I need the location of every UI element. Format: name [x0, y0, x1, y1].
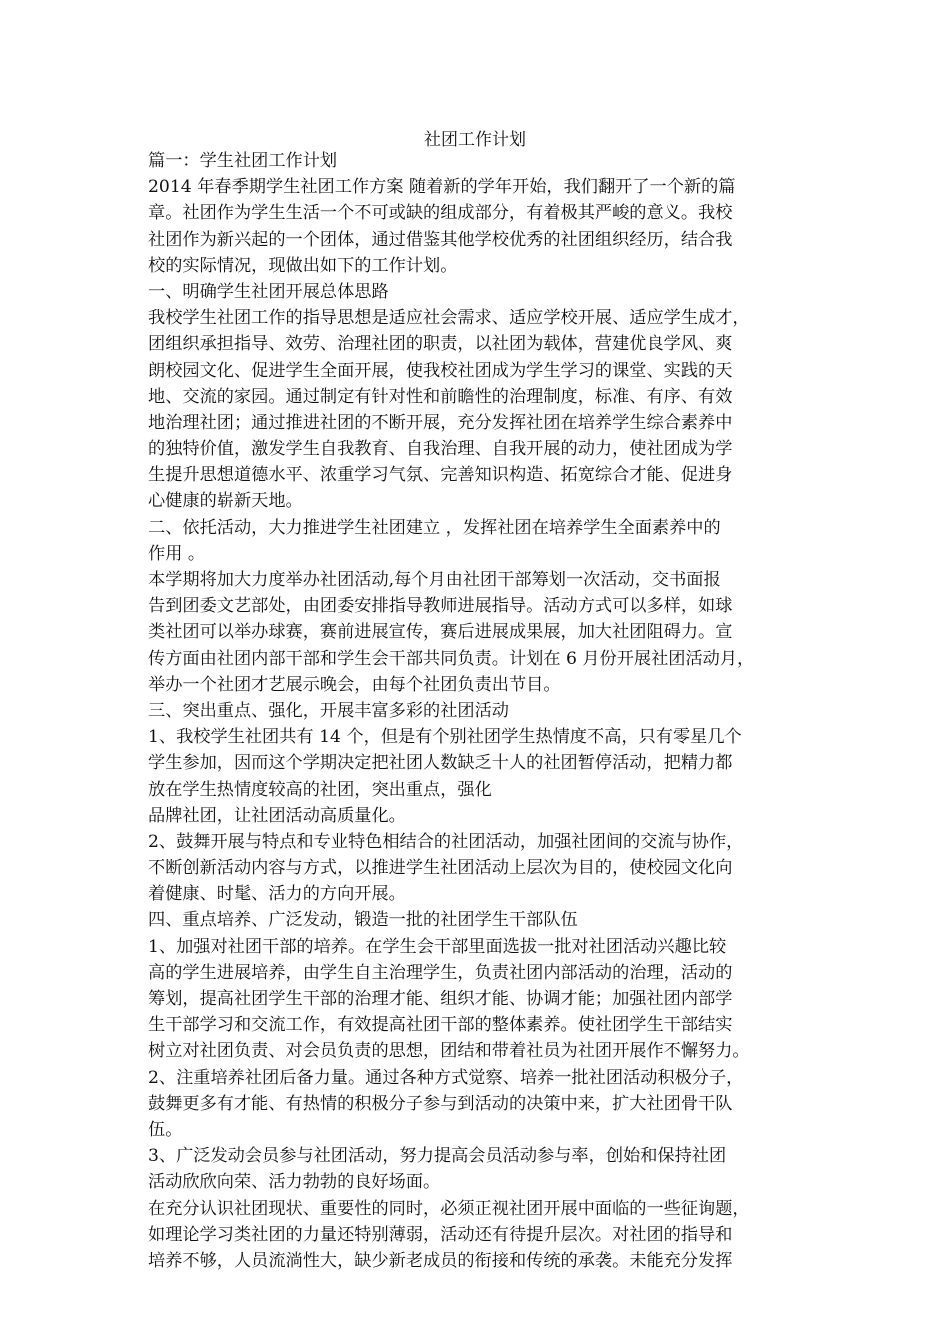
text-line: 生干部学习和交流工作，有效提高社团干部的整体素养。使社团学生干部结实	[148, 1015, 733, 1036]
text-line: 一、明确学生社团开展总体思路	[148, 281, 389, 302]
text-line: 伍。	[148, 1119, 183, 1140]
text-line: 2014 年春季期学生社团工作方案 随着新的学年开始，我们翻开了一个新的篇	[148, 177, 736, 198]
text-line: 社团作为新兴起的一个团体，通过借鉴其他学校优秀的社团组织经历，结合我	[148, 229, 733, 250]
text-line: 篇一：学生社团工作计划	[148, 151, 338, 171]
text-line: 生提升思想道德水平、浓重学习气氛、完善知识构造、拓宽综合才能、促进身	[148, 465, 733, 486]
text-line: 地治理社团；通过推进社团的不断开展，充分发挥社团在培养学生综合素养中	[148, 412, 733, 433]
text-line: 3、广泛发动会员参与社团活动，努力提高会员活动参与率，创始和保持社团	[148, 1146, 727, 1167]
text-line: 在充分认识社团现状、重要性的同时，必须正视社团开展中面临的一些征询题，	[148, 1198, 750, 1219]
text-line: 本学期将加大力度举办社团活动,每个月由社团干部筹划一次活动，交书面报	[148, 570, 721, 590]
text-line: 活动欣欣向荣、活力勃勃的良好场面。	[148, 1172, 441, 1193]
text-line: 校的实际情况，现做出如下的工作计划。	[148, 255, 458, 276]
text-line: 高的学生进展培养，由学生自主治理学生，负责社团内部活动的治理，活动的	[148, 962, 733, 983]
text-line: 培养不够，人员流淌性大，缺少新老成员的衔接和传统的承袭。未能充分发挥	[148, 1250, 733, 1271]
text-line: 放在学生热情度较高的社团，突出重点，强化	[148, 779, 492, 800]
text-line: 举办一个社团才艺展示晚会，由每个社团负责出节目。	[148, 674, 561, 695]
text-line: 作用 。	[148, 543, 206, 564]
text-line: 品牌社团，让社团活动高质量化。	[148, 805, 406, 826]
text-line: 的独特价值，激发学生自我教育、自我治理、自我开展的动力，使社团成为学	[148, 439, 733, 460]
text-line: 不断创新活动内容与方式，以推进学生社团活动上层次为目的，使校园文化向	[148, 858, 733, 879]
text-line: 筹划，提高社团学生干部的治理才能、组织才能、协调才能；加强社团内部学	[148, 989, 733, 1009]
text-line: 朗校园文化、促进学生全面开展，使我校社团成为学生学习的课堂、实践的天	[148, 360, 733, 381]
text-line: 三、突出重点、强化，开展丰富多彩的社团活动	[148, 700, 509, 721]
text-line: 1、我校学生社团共有 14 个，但是有个别社团学生热情度不高，只有零星几个	[148, 727, 742, 748]
text-line: 二、依托活动，大力推进学生社团建立 ，发挥社团在培养学生全面素养中的	[148, 517, 721, 538]
text-line: 我校学生社团工作的指导思想是适应社会需求、适应学校开展、适应学生成才，	[148, 308, 750, 329]
document-title: 社团工作计划	[424, 130, 526, 150]
text-line: 鼓舞更多有才能、有热情的积极分子参与到活动的决策中来，扩大社团骨干队	[148, 1093, 733, 1114]
text-line: 树立对社团负责、对会员负责的思想，团结和带着社员为社团开展作不懈努力。	[148, 1041, 750, 1062]
text-line: 1、加强对社团干部的培养。在学生会干部里面选拔一批对社团活动兴趣比较	[148, 936, 727, 957]
document-body	[148, 148, 754, 1274]
text-line: 地、交流的家园。通过制定有针对性和前瞻性的治理制度，标准、有序、有效	[148, 386, 733, 407]
text-line: 类社团可以举办球赛，赛前进展宣传，赛后进展成果展，加大社团阻碍力。宣	[148, 622, 733, 643]
text-line: 2、注重培养社团后备力量。通过各种方式觉察、培养一批社团活动积极分子，	[148, 1067, 744, 1088]
text-line: 告到团委文艺部处，由团委安排指导教师进展指导。活动方式可以多样，如球	[148, 596, 733, 617]
text-line: 2、鼓舞开展与特点和专业特色相结合的社团活动，加强社团间的交流与协作，	[148, 831, 744, 852]
text-line: 团组织承担指导、效劳、治理社团的职责，以社团为载体，营建优良学风、爽	[148, 334, 733, 355]
text-line: 心健康的崭新天地。	[148, 491, 303, 512]
text-line: 章。社团作为学生生活一个不可或缺的组成部分，有着极其严峻的意义。我校	[148, 203, 733, 224]
text-line: 着健康、时髦、活力的方向开展。	[148, 884, 406, 905]
text-line: 如理论学习类社团的力量还特别薄弱，活动还有待提升层次。对社团的指导和	[148, 1224, 733, 1245]
text-line: 学生参加，因而这个学期决定把社团人数缺乏十人的社团暂停活动，把精力都	[148, 753, 733, 774]
text-line: 四、重点培养、广泛发动，锻造一批的社团学生干部队伍	[148, 910, 578, 931]
text-line: 传方面由社团内部干部和学生会干部共同负责。计划在 6 月份开展社团活动月，	[148, 648, 755, 669]
